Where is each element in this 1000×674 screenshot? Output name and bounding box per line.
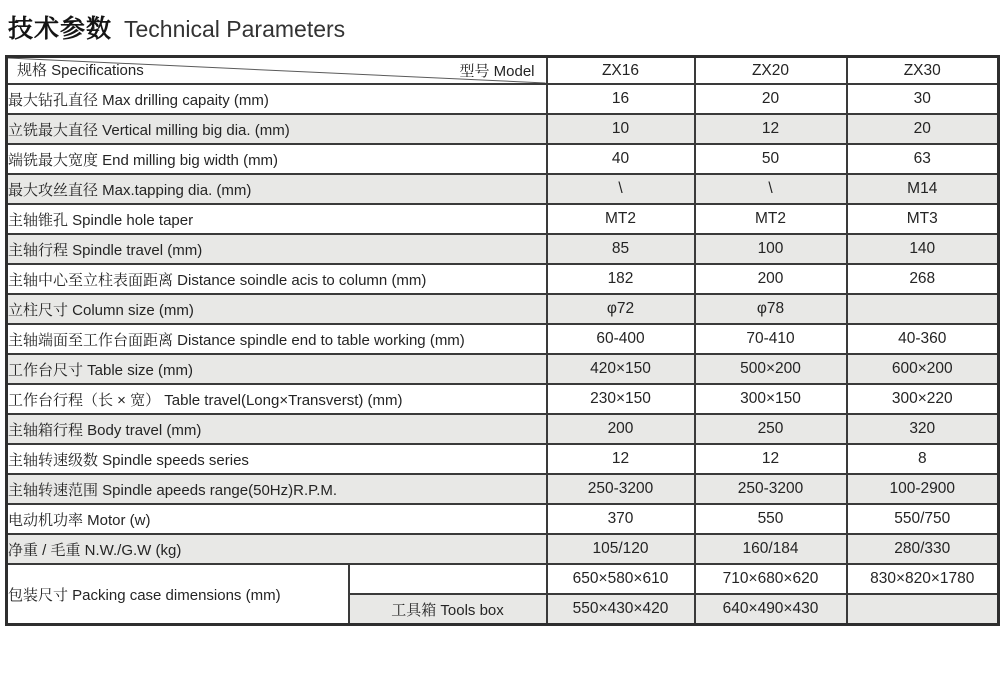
table-row [7,444,999,474]
table-row [7,294,999,324]
value-cell [847,594,999,625]
row-label: 立铣最大直径 Vertical milling big dia. (mm) [7,114,547,144]
table-row [7,504,999,534]
value-cell: 30 [847,84,999,114]
value-cell: 550 [695,504,847,534]
value-cell: 550/750 [847,504,999,534]
row-label: 主轴箱行程 Body travel (mm) [7,414,547,444]
value-cell: 300×220 [847,384,999,414]
value-cell: 50 [695,144,847,174]
value-cell: 650×580×610 [547,564,695,594]
value-cell: 40 [547,144,695,174]
value-cell: 710×680×620 [695,564,847,594]
row-label: 立柱尺寸 Column size (mm) [7,294,547,324]
value-cell: 100 [695,234,847,264]
row-label: 主轴端面至工作台面距离 Distance spindle end to table working (mm) [7,324,547,354]
page-title [8,9,1000,41]
value-cell: 8 [847,444,999,474]
column-header-zx16: ZX16 [547,57,695,85]
value-cell: MT3 [847,204,999,234]
value-cell: 250 [695,414,847,444]
value-cell: 16 [547,84,695,114]
header-row [7,57,999,85]
value-cell: 12 [547,444,695,474]
value-cell: 12 [695,444,847,474]
table-row [7,174,999,204]
value-cell: 230×150 [547,384,695,414]
row-label: 电动机功率 Motor (w) [7,504,547,534]
table-row [7,114,999,144]
value-cell: 320 [847,414,999,444]
model-label: 型号 Model [459,63,535,80]
table-row [7,474,999,504]
specifications-label: 规格 Specifications [17,62,144,79]
packing-row-1 [7,564,999,594]
value-cell: 40-360 [847,324,999,354]
value-cell: \ [547,174,695,204]
value-cell: 12 [695,114,847,144]
row-label: 净重 / 毛重 N.W./G.W (kg) [7,534,547,564]
table-row [7,534,999,564]
value-cell: 500×200 [695,354,847,384]
value-cell: 830×820×1780 [847,564,999,594]
table-row [7,384,999,414]
tools-box-label: 工具箱 Tools box [349,594,547,625]
table-row [7,324,999,354]
table-row [7,354,999,384]
title-zh: 技术参数 [8,15,113,43]
row-label: 工作台行程（长 × 宽） Table travel(Long×Transverst) (mm) [7,384,547,414]
table-row [7,234,999,264]
value-cell: 600×200 [847,354,999,384]
table-row [7,144,999,174]
parameters-table [5,55,1000,626]
value-cell: 640×490×430 [695,594,847,625]
value-cell: 105/120 [547,534,695,564]
row-label: 主轴行程 Spindle travel (mm) [7,234,547,264]
value-cell: 85 [547,234,695,264]
row-label: 主轴锥孔 Spindle hole taper [7,204,547,234]
value-cell: 100-2900 [847,474,999,504]
value-cell: 10 [547,114,695,144]
value-cell: 370 [547,504,695,534]
row-label: 主轴转速级数 Spindle speeds series [7,444,547,474]
value-cell: 182 [547,264,695,294]
packing-label: 包装尺寸 Packing case dimensions (mm) [7,564,349,625]
value-cell: 280/330 [847,534,999,564]
table-row [7,84,999,114]
value-cell: φ78 [695,294,847,324]
value-cell: 300×150 [695,384,847,414]
value-cell: MT2 [695,204,847,234]
table-row [7,414,999,444]
value-cell: MT2 [547,204,695,234]
row-label: 端铣最大宽度 End milling big width (mm) [7,144,547,174]
packing-sub-cell-empty [349,564,547,594]
value-cell: 20 [695,84,847,114]
value-cell: 200 [547,414,695,444]
title-en: Technical Parameters [124,16,346,42]
corner-cell [7,57,547,85]
value-cell [847,294,999,324]
value-cell: 200 [695,264,847,294]
value-cell: 420×150 [547,354,695,384]
value-cell: 70-410 [695,324,847,354]
value-cell: 20 [847,114,999,144]
row-label: 最大攻丝直径 Max.tapping dia. (mm) [7,174,547,204]
table-row [7,264,999,294]
value-cell: 160/184 [695,534,847,564]
value-cell: 140 [847,234,999,264]
value-cell: 268 [847,264,999,294]
row-label: 主轴中心至立柱表面距离 Distance soindle acis to column (mm) [7,264,547,294]
column-header-zx30: ZX30 [847,57,999,85]
row-label: 主轴转速范围 Spindle apeeds range(50Hz)R.P.M. [7,474,547,504]
value-cell: 63 [847,144,999,174]
value-cell: \ [695,174,847,204]
table-row [7,204,999,234]
row-label: 工作台尺寸 Table size (mm) [7,354,547,384]
value-cell: 60-400 [547,324,695,354]
value-cell: 550×430×420 [547,594,695,625]
value-cell: 250-3200 [695,474,847,504]
column-header-zx20: ZX20 [695,57,847,85]
value-cell: 250-3200 [547,474,695,504]
value-cell: φ72 [547,294,695,324]
value-cell: M14 [847,174,999,204]
row-label: 最大钻孔直径 Max drilling capaity (mm) [7,84,547,114]
